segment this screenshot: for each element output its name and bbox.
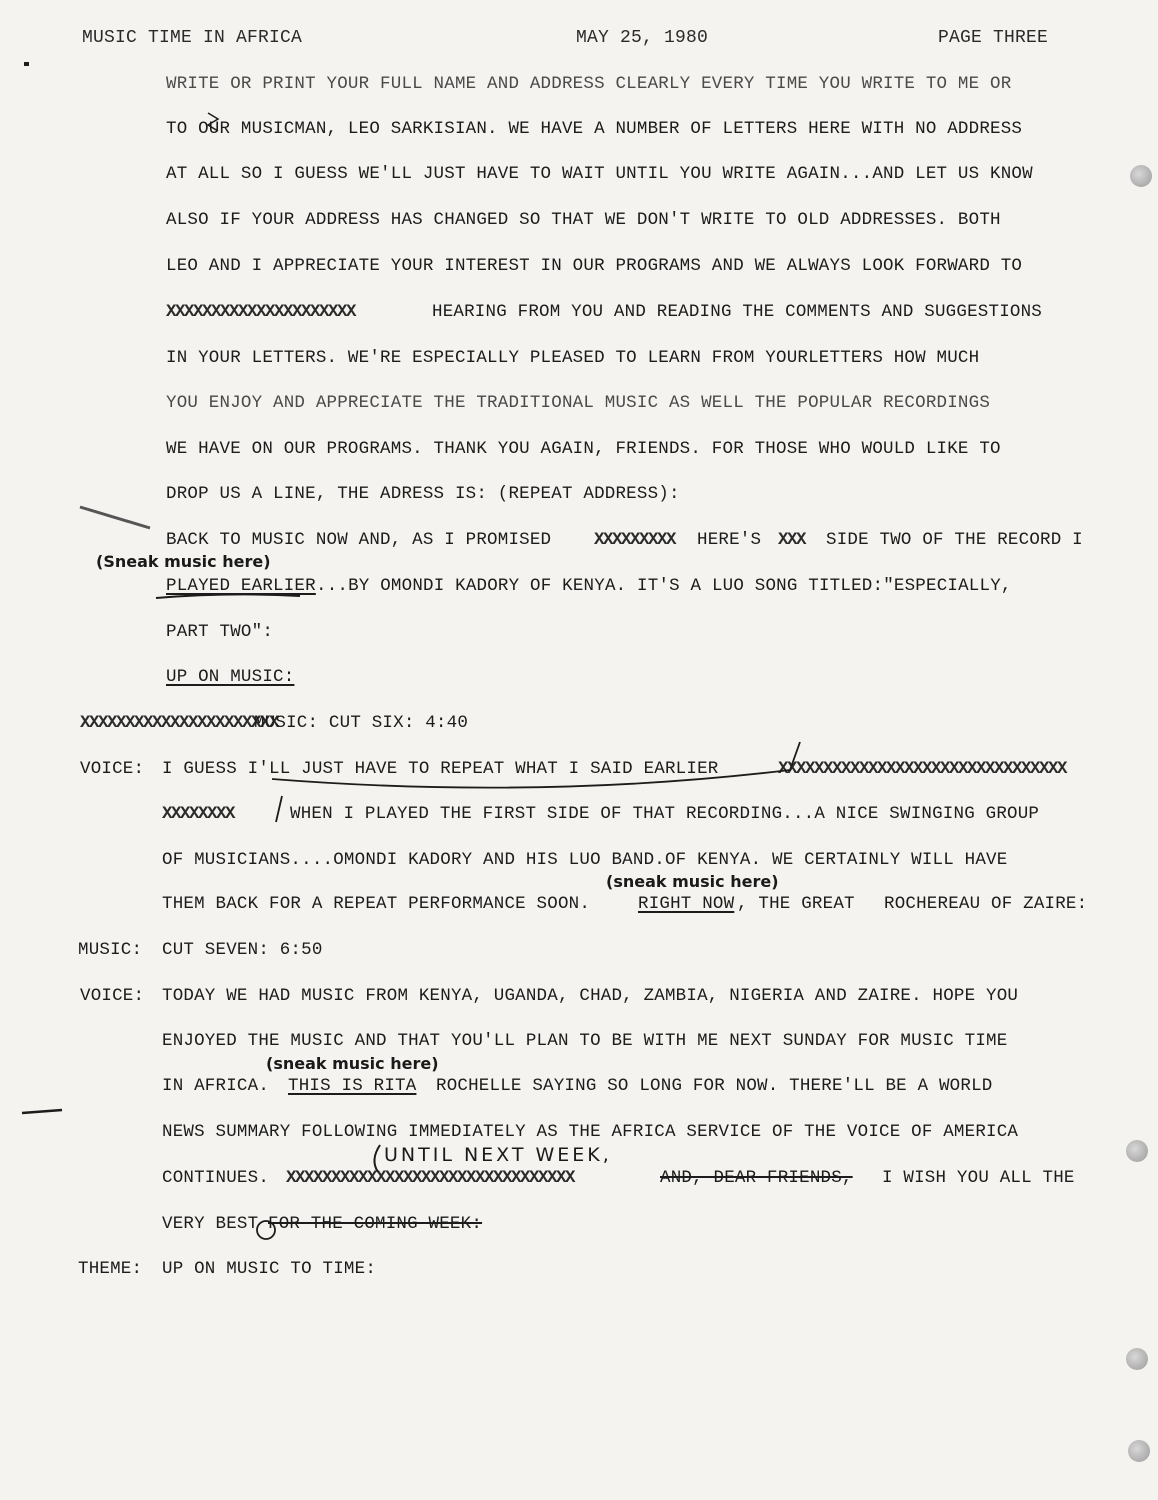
text-line: DROP US A LINE, THE ADRESS IS: (REPEAT ADDRESS): xyxy=(166,484,680,504)
handwritten-note: (sneak music here) xyxy=(606,872,779,891)
pen-bracket xyxy=(276,796,282,822)
typed-xout: XXXXXXXX xyxy=(162,804,235,824)
text-line: VERY BEST xyxy=(162,1214,259,1234)
pen-stroke xyxy=(22,1110,62,1113)
text-line: THEM BACK FOR A REPEAT PERFORMANCE SOON. xyxy=(162,894,591,914)
pen-stroke xyxy=(156,594,300,598)
underlined-text: PLAYED EARLIER xyxy=(166,576,316,596)
pen-bracket xyxy=(272,742,800,788)
text-line: PART TWO": xyxy=(166,622,274,642)
text-line: LEO AND I APPRECIATE YOUR INTEREST IN OUR PROGRAMS AND WE ALWAYS LOOK FORWARD TO xyxy=(166,256,1023,276)
text-line: AT ALL SO I GUESS WE'LL JUST HAVE TO WAIT UNTIL YOU WRITE AGAIN...AND LET US KNOW xyxy=(166,164,1033,184)
cue-line: UP ON MUSIC: xyxy=(166,667,295,687)
punch-hole xyxy=(1126,1348,1148,1370)
pen-stroke xyxy=(208,113,218,131)
text-line: WE HAVE ON OUR PROGRAMS. THANK YOU AGAIN, FRIENDS. FOR THOSE WHO WOULD LIKE TO xyxy=(166,439,1001,459)
cue-line: MUSIC: CUT SIX: 4:40 xyxy=(254,713,469,733)
text-line: ROCHELLE SAYING SO LONG FOR NOW. THERE'LL BE A WORLD xyxy=(436,1076,993,1096)
speaker-label: MUSIC: xyxy=(78,940,143,960)
text-line: TO OUR MUSICMAN, LEO SARKISIAN. WE HAVE A NUMBER OF LETTERS HERE WITH NO ADDRESS xyxy=(166,119,1023,139)
speaker-label: VOICE: xyxy=(80,759,145,779)
text-line: WRITE OR PRINT YOUR FULL NAME AND ADDRESS CLEARLY EVERY TIME YOU WRITE TO ME OR xyxy=(166,74,1012,94)
page-speck xyxy=(24,62,29,66)
text-line: HEARING FROM YOU AND READING THE COMMENTS AND SUGGESTIONS xyxy=(432,302,1042,322)
text-line: CONTINUES. xyxy=(162,1168,270,1188)
text-line: OF MUSICIANS....OMONDI KADORY AND HIS LUO BAND.OF KENYA. WE CERTAINLY WILL HAVE xyxy=(162,850,1008,870)
text-line: HERE'S xyxy=(697,530,762,550)
underlined-text: THIS IS RITA xyxy=(288,1076,417,1096)
header-date: MAY 25, 1980 xyxy=(576,28,709,48)
typed-xout: XXXXXXXXXXXXXXXXXXXXX xyxy=(166,302,356,322)
text-line: BACK TO MUSIC NOW AND, AS I PROMISED xyxy=(166,530,552,550)
struck-text: FOR THE COMING WEEK: xyxy=(268,1214,483,1234)
underlined-text: RIGHT NOW xyxy=(638,894,735,914)
text-line: ROCHEREAU OF ZAIRE: xyxy=(884,894,1088,914)
typed-xout: XXXXXXXXXXXXXXXXXXXXXX xyxy=(80,713,279,733)
punch-hole xyxy=(1128,1440,1150,1462)
pen-circle xyxy=(257,1221,275,1239)
pen-bracket xyxy=(374,1145,380,1172)
cue-line: CUT SEVEN: 6:50 xyxy=(162,940,323,960)
handwritten-note: (sneak music here) xyxy=(266,1054,439,1073)
header-page: PAGE THREE xyxy=(938,28,1049,48)
text-line: I WISH YOU ALL THE xyxy=(882,1168,1075,1188)
text-line: TODAY WE HAD MUSIC FROM KENYA, UGANDA, CHAD, ZAMBIA, NIGERIA AND ZAIRE. HOPE YOU xyxy=(162,986,1019,1006)
pen-stroke xyxy=(80,507,150,528)
speaker-label: VOICE: xyxy=(80,986,145,1006)
text-line: ...BY OMONDI KADORY OF KENYA. IT'S A LUO SONG TITLED:"ESPECIALLY, xyxy=(316,576,1012,596)
text-line: WHEN I PLAYED THE FIRST SIDE OF THAT RECORDING...A NICE SWINGING GROUP xyxy=(290,804,1040,824)
typed-xout: XXXXXXXXXXXXXXXXXXXXXXXXXXXXXXXX xyxy=(778,759,1067,779)
struck-text: AND, DEAR FRIENDS, xyxy=(660,1168,853,1188)
text-line: I GUESS I'LL JUST HAVE TO REPEAT WHAT I SAID EARLIER xyxy=(162,759,719,779)
typed-xout: XXXXXXXXX xyxy=(594,530,676,550)
typed-xout: XXX xyxy=(778,530,806,550)
text-line: SIDE TWO OF THE RECORD I xyxy=(826,530,1083,550)
handwritten-note: UNTIL NEXT WEEK, xyxy=(384,1144,612,1166)
text-line: ALSO IF YOUR ADDRESS HAS CHANGED SO THAT WE DON'T WRITE TO OLD ADDRESSES. BOTH xyxy=(166,210,1001,230)
text-line: ENJOYED THE MUSIC AND THAT YOU'LL PLAN TO BE WITH ME NEXT SUNDAY FOR MUSIC TIME xyxy=(162,1031,1008,1051)
text-line: , THE GREAT xyxy=(737,894,855,914)
punch-hole xyxy=(1130,165,1152,187)
text-line: IN YOUR LETTERS. WE'RE ESPECIALLY PLEASED TO LEARN FROM YOURLETTERS HOW MUCH xyxy=(166,348,980,368)
speaker-label: THEME: xyxy=(78,1259,143,1279)
cue-line: UP ON MUSIC TO TIME: xyxy=(162,1259,377,1279)
text-line: IN AFRICA. xyxy=(162,1076,270,1096)
text-line: YOU ENJOY AND APPRECIATE THE TRADITIONAL MUSIC AS WELL THE POPULAR RECORDINGS xyxy=(166,393,991,413)
typed-xout: XXXXXXXXXXXXXXXXXXXXXXXXXXXXXXXX xyxy=(286,1168,575,1188)
header-program: MUSIC TIME IN AFRICA xyxy=(82,28,303,48)
handwritten-note: (Sneak music here) xyxy=(96,552,271,571)
punch-hole xyxy=(1126,1140,1148,1162)
text-line: NEWS SUMMARY FOLLOWING IMMEDIATELY AS THE AFRICA SERVICE OF THE VOICE OF AMERICA xyxy=(162,1122,1019,1142)
